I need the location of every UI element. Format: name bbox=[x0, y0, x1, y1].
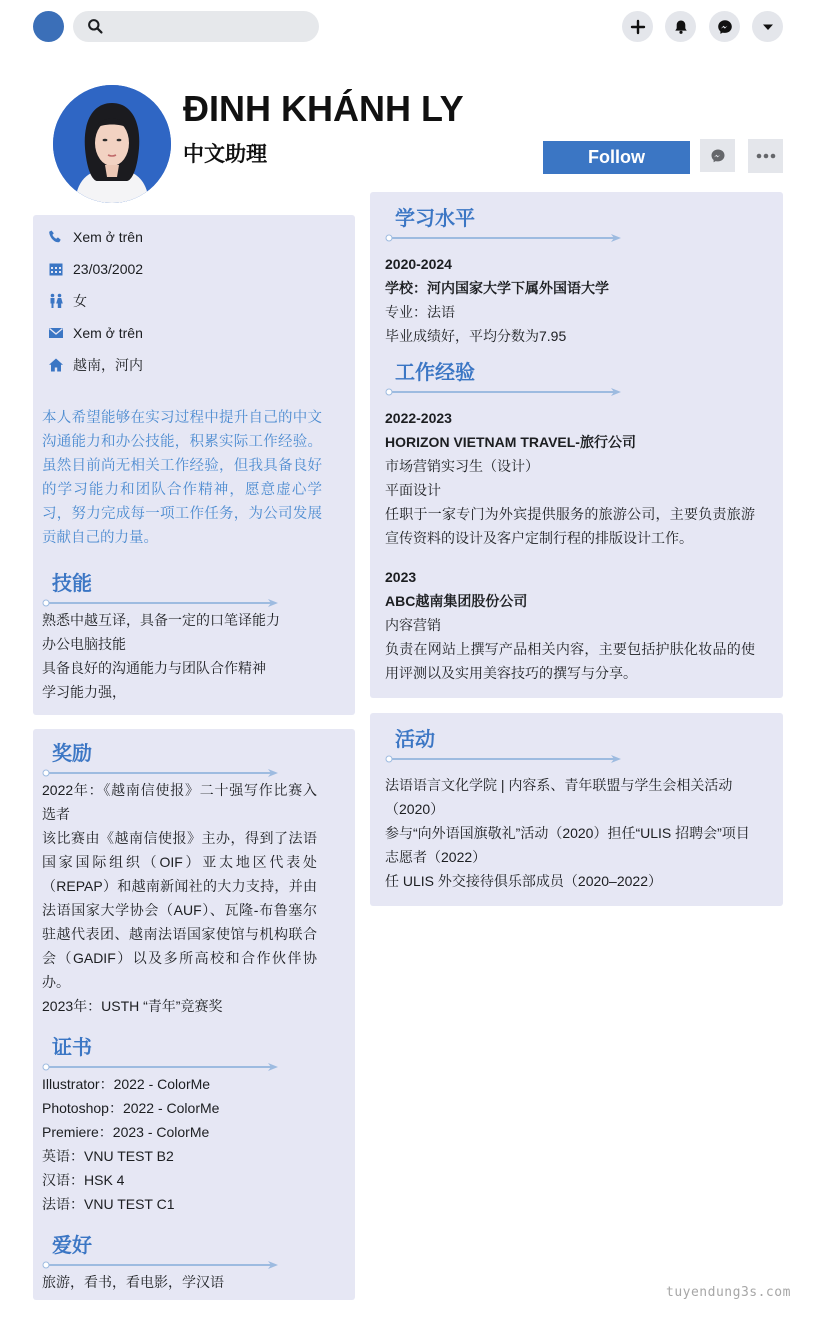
education-period: 2020-2024 bbox=[385, 256, 452, 272]
notifications-button[interactable] bbox=[665, 11, 696, 42]
bell-icon bbox=[673, 19, 689, 35]
caret-down-icon bbox=[760, 19, 776, 35]
certificate-item: 法语：VNU TEST C1 bbox=[42, 1196, 175, 1212]
job-period: 2022-2023 bbox=[385, 410, 452, 426]
profile-role: 中文助理 bbox=[183, 143, 267, 166]
job-company: ABC越南集团股份公司 bbox=[385, 593, 528, 609]
activity-item: 任 ULIS 外交接待俱乐部成员（2020–2022） bbox=[385, 873, 662, 889]
profile-name: ĐINH KHÁNH LY bbox=[183, 88, 464, 129]
avatar bbox=[53, 85, 171, 203]
phone-icon bbox=[48, 229, 64, 245]
messenger-icon bbox=[717, 19, 733, 35]
ellipsis-icon bbox=[756, 153, 776, 159]
home-icon bbox=[48, 357, 64, 373]
activity-item: 参与“向外语国旗敬礼”活动（2020）担任“ULIS 招聘会”项目志愿者（2022） bbox=[385, 825, 750, 865]
certificate-item: Illustrator：2022 - ColorMe bbox=[42, 1076, 211, 1092]
section-title: 证书 bbox=[52, 1037, 92, 1059]
gender-icon bbox=[48, 293, 64, 309]
hobbies-text: 旅游，看书，看电影，学汉语 bbox=[42, 1274, 224, 1290]
job-period: 2023 bbox=[385, 569, 417, 585]
section-title: 工作经验 bbox=[395, 362, 475, 384]
skill-item: 具备良好的沟通能力与团队合作精神 bbox=[42, 660, 266, 676]
create-button[interactable] bbox=[622, 11, 653, 42]
section-title: 学习水平 bbox=[395, 208, 475, 230]
activities-card bbox=[370, 713, 783, 906]
job-entry bbox=[385, 565, 770, 685]
award-description: 该比赛由《越南信使报》主办，得到了法语国家国际组织（OIF）亚太地区代表处（REPAP）和越南新闻社的大力支持，并由法语国家大学协会（AUF）、瓦隆-布鲁塞尔驻越代表团、越南法语国家使馆与机构联合会（GADIF）以及多所高校和合作伙伴协办。 bbox=[42, 830, 317, 990]
job-description: 任职于一家专门为外宾提供服务的旅游公司，主要负责旅游宣传资料的设计及客户定制行程的排版设计工作。 bbox=[385, 506, 755, 546]
job-description: 负责在网站上撰写产品相关内容，主要包括护肤化妆品的使用评测以及实用美容技巧的撰写与分享。 bbox=[385, 641, 755, 681]
awards-card bbox=[33, 729, 355, 1300]
skills-section bbox=[42, 571, 332, 704]
hobbies-section bbox=[42, 1233, 324, 1294]
follow-button[interactable]: Follow bbox=[543, 141, 690, 174]
education-major: 专业：法语 bbox=[385, 304, 455, 320]
job-position: 内容营销 bbox=[385, 617, 441, 633]
avatar-photo bbox=[53, 85, 171, 203]
contact-phone: Xem ở trên bbox=[47, 227, 143, 247]
calendar-icon bbox=[48, 261, 64, 277]
skill-item: 办公电脑技能 bbox=[42, 636, 126, 652]
education-school: 学校：河内国家大学下属外国语大学 bbox=[385, 280, 609, 296]
account-menu-button[interactable] bbox=[752, 11, 783, 42]
section-divider bbox=[42, 768, 324, 778]
section-title: 技能 bbox=[52, 573, 92, 595]
education-gpa: 毕业成绩好，平均分数为7.95 bbox=[385, 328, 567, 344]
contact-card bbox=[33, 215, 355, 715]
section-divider bbox=[385, 754, 770, 764]
messenger-button[interactable] bbox=[709, 11, 740, 42]
job-entry bbox=[385, 406, 770, 550]
certificate-item: 汉语：HSK 4 bbox=[42, 1172, 125, 1188]
award-item: 2023年：USTH “青年”竞赛奖 bbox=[42, 998, 223, 1014]
activity-item: 法语语言文化学院 | 内容系、青年联盟与学生会相关活动（2020） bbox=[385, 777, 733, 817]
skill-item: 熟悉中越互译，具备一定的口笔译能力 bbox=[42, 612, 280, 628]
messenger-icon bbox=[710, 148, 726, 164]
job-company: HORIZON VIETNAM TRAVEL-旅行公司 bbox=[385, 434, 636, 450]
search-bar[interactable] bbox=[73, 11, 319, 42]
more-options-button[interactable] bbox=[748, 139, 783, 173]
contact-birthday: 23/03/2002 bbox=[47, 259, 143, 279]
award-item: 2022年：《越南信使报》二十强写作比赛入选者 bbox=[42, 782, 317, 822]
certificate-item: 英语：VNU TEST B2 bbox=[42, 1148, 174, 1164]
job-field: 平面设计 bbox=[385, 482, 441, 498]
search-icon bbox=[87, 18, 104, 35]
intro-text: 本人希望能够在实习过程中提升自己的中文沟通能力和办公技能，积累实际工作经验。虽然目前尚无相关工作经验，但我具备良好的学习能力和团队合作精神，愿意虚心学习，努力完成每一项工作任务，为公司发展贡献自己的力量。 bbox=[42, 410, 322, 546]
section-divider bbox=[42, 598, 332, 608]
experience-section bbox=[385, 360, 770, 685]
contact-email: Xem ở trên bbox=[47, 323, 143, 343]
section-title: 奖励 bbox=[52, 743, 92, 765]
job-position: 市场营销实习生（设计） bbox=[385, 458, 539, 474]
certificates-section bbox=[42, 1035, 324, 1216]
certificate-item: Premiere：2023 - ColorMe bbox=[42, 1124, 210, 1140]
certificate-item: Photoshop：2022 - ColorMe bbox=[42, 1100, 220, 1116]
section-divider bbox=[42, 1062, 324, 1072]
resume-card bbox=[370, 192, 783, 698]
skill-item: 学习能力强， bbox=[42, 684, 126, 700]
contact-gender: 女 bbox=[47, 291, 87, 311]
site-logo[interactable] bbox=[33, 11, 64, 42]
education-section bbox=[385, 206, 770, 348]
section-title: 爱好 bbox=[52, 1235, 92, 1257]
message-button[interactable] bbox=[700, 139, 735, 172]
section-divider bbox=[42, 1260, 324, 1270]
plus-icon bbox=[630, 19, 646, 35]
watermark: tuyendung3s.com bbox=[666, 1285, 791, 1300]
section-divider bbox=[385, 233, 770, 243]
envelope-icon bbox=[48, 325, 64, 341]
section-title: 活动 bbox=[395, 729, 435, 751]
contact-address: 越南，河内 bbox=[47, 355, 143, 375]
activities-section bbox=[385, 727, 770, 893]
awards-section bbox=[42, 741, 324, 1018]
section-divider bbox=[385, 387, 770, 397]
